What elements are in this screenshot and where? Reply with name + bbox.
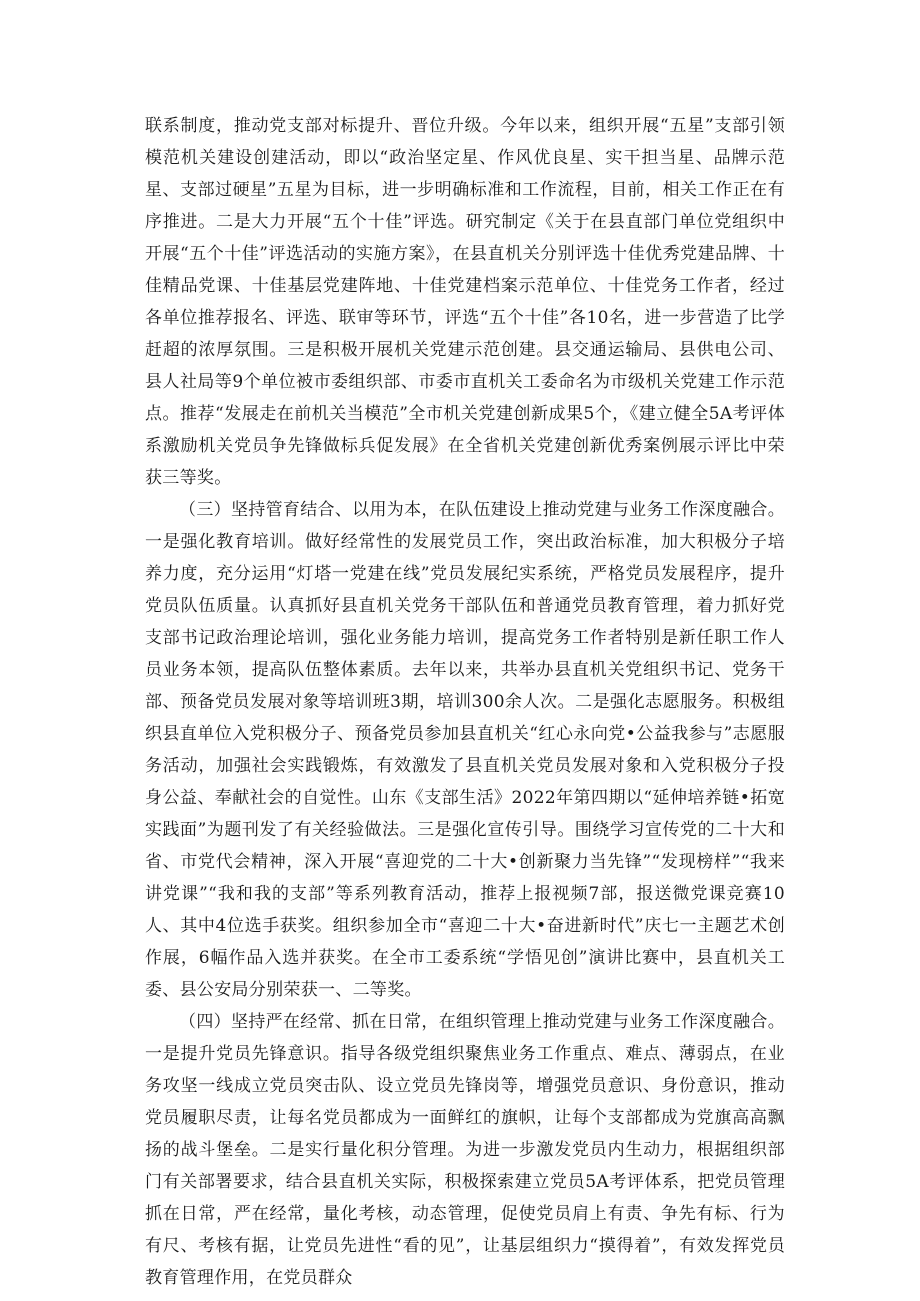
paragraph-section-four: （四）坚持严在经常、抓在日常，在组织管理上推动党建与业务工作深度融合。一是提升党员先锋意识。指导各级党组织聚焦业务工作重点、难点、薄弱点，在业务攻坚一线成立党员突击队、设立党员先锋岗等，增强党员意识、身份意识，推动党员履职尽责，让每名党员都成为一面鲜红的旗帜，让每个支部都成为党旗高高飘扬的战斗堡垒。二是实行量化积分管理。为进一步激发党员内生动力，根据组织部门有关部署要求，结合县直机关实际，积极探索建立党员5A考评体系，把党员管理抓在日常，严在经常，量化考核，动态管理，促使党员肩上有责、争先有标、行为有尺、考核有据，让党员先进性“看的见”，让基层组织力“摸得着”，有效发挥党员教育管理作用，在党员群众	[145, 1012, 785, 1288]
paragraph-continuation: 联系制度，推动党支部对标提升、晋位升级。今年以来，组织开展“五星”支部引领模范机关建设创建活动，即以“政治坚定星、作风优良星、实干担当星、品牌示范星、支部过硬星”五星为目标，进一步明确标准和工作流程，目前，相关工作正在有序推进。二是大力开展“五个十佳”评选。研究制定《关于在县直部门单位党组织中开展“五个十佳”评选活动的实施方案》，在县直机关分别评选十佳优秀党建品牌、十佳精品党课、十佳基层党建阵地、十佳党建档案示范单位、十佳党务工作者，经过各单位推荐报名、评选、联审等环节，评选“五个十佳”各10名，进一步营造了比学赶超的浓厚氛围。三是积极开展机关党建示范创建。县交通运输局、县供电公司、县人社局等9个单位被市委组织部、市委市直机关工委命名为市级机关党建工作示范点。推荐“发展走在前机关当模范”全市机关党建创新成果5个，《建立健全5A考评体系激励机关党员争先锋做标兵促发展》在全省机关党建创新优秀案例展示评比中荣获三等奖。	[145, 116, 785, 488]
paragraph-section-three: （三）坚持管育结合、以用为本，在队伍建设上推动党建与业务工作深度融合。一是强化教育培训。做好经常性的发展党员工作，突出政治标准，加大积极分子培养力度，充分运用“灯塔一党建在线”党员发展纪实系统，严格党员发展程序，提升党员队伍质量。认真抓好县直机关党务干部队伍和普通党员教育管理，着力抓好党支部书记政治理论培训，强化业务能力培训，提高党务工作者特别是新任职工作人员业务本领，提高队伍整体素质。去年以来，共举办县直机关党组织书记、党务干部、预备党员发展对象等培训班3期，培训300余人次。二是强化志愿服务。积极组织县直单位入党积极分子、预备党员参加县直机关“红心永向党•公益我参与”志愿服务活动，加强社会实践锻炼，有效激发了县直机关党员发展对象和入党积极分子投身公益、奉献社会的自觉性。山东《支部生活》2022年第四期以“延伸培养链•拓宽实践面”为题刊发了有关经验做法。三是强化宣传引导。围绕学习宣传党的二十大和省、市党代会精神，深入开展“喜迎党的二十大•创新聚力当先锋”“发现榜样”“我来讲党课”“我和我的支部”等系列教育活动，推荐上报视频7部，报送微党课竞赛10人、其中4位选手获奖。组织参加全市“喜迎二十大•奋进新时代”庆七一主题艺术创作展，6幅作品入选并获奖。在全市工委系统“学悟见创”演讲比赛中，县直机关工委、县公安局分别荣获一、二等奖。	[145, 500, 785, 1000]
document-body	[145, 110, 785, 1294]
